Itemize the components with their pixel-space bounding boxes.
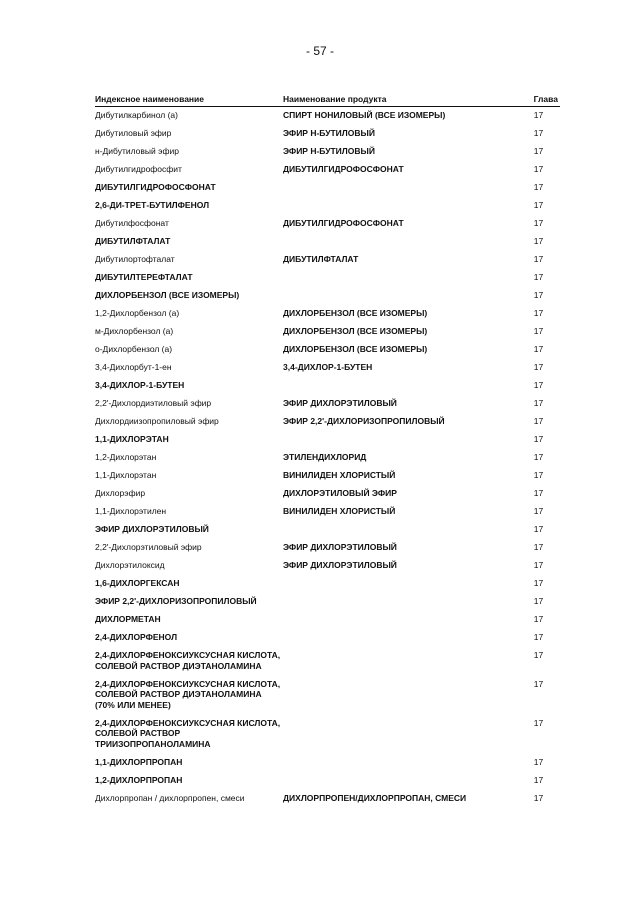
header-index-name: Индексное наименование: [95, 94, 205, 104]
index-name-cell: ДИБУТИЛГИДРОФОСФОНАТ: [95, 182, 216, 192]
index-name-cell: 2,2'-Дихлордиэтиловый эфир: [95, 398, 212, 408]
table-row: [95, 233, 560, 251]
index-name-cell: 2,2'-Дихлорэтиловый эфир: [95, 542, 202, 552]
chapter-cell: 17: [533, 254, 544, 264]
index-name-cell: ЭФИР ДИХЛОРЭТИЛОВЫЙ: [95, 524, 209, 534]
product-name-cell: [283, 614, 513, 625]
index-name-cell: Дихлорэтилоксид: [95, 560, 165, 570]
index-name-cell: 2,4-ДИХЛОРФЕНОКСИУКСУСНАЯ КИСЛОТА, СОЛЕВОЙ РАСТВОР ДИЭТАНОЛАМИНА (70% ИЛИ МЕНЕЕ): [95, 678, 281, 710]
index-name-cell: 1,1-ДИХЛОРПРОПАН: [95, 756, 183, 767]
chapter-cell: 17: [533, 182, 544, 192]
chapter-cell: 17: [533, 578, 544, 588]
chapter-cell: 17: [533, 650, 544, 660]
table-row: [95, 215, 560, 233]
table-row: [95, 647, 560, 676]
chapter-cell: 17: [533, 792, 544, 803]
product-name-cell: [283, 632, 513, 643]
table-row: [95, 557, 560, 575]
header-chapter: Глава: [533, 94, 558, 104]
table-row: [95, 772, 560, 790]
chapter-cell: 17: [533, 614, 544, 624]
table-row: [95, 431, 560, 449]
chapter-cell: 17: [533, 774, 544, 785]
index-name-cell: 2,4-ДИХЛОРФЕНОКСИУКСУСНАЯ КИСЛОТА, СОЛЕВОЙ РАСТВОР ДИЭТАНОЛАМИНА: [95, 650, 281, 671]
table-row: [95, 715, 560, 754]
table-row: [95, 629, 560, 647]
product-name-cell: СПИРТ НОНИЛОВЫЙ (ВСЕ ИЗОМЕРЫ): [283, 110, 446, 120]
table-row: [95, 503, 560, 521]
chapter-cell: 17: [533, 542, 544, 552]
table-row: [95, 323, 560, 341]
chapter-cell: 17: [533, 326, 544, 336]
chapter-cell: 17: [533, 756, 544, 767]
product-name-cell: ЭФИР ДИХЛОРЭТИЛОВЫЙ: [283, 398, 397, 408]
table-row: [95, 305, 560, 323]
table-row: [95, 593, 560, 611]
product-name-cell: [283, 679, 513, 711]
chapter-cell: 17: [533, 398, 544, 408]
table-row: [95, 197, 560, 215]
product-name-cell: ЭФИР ДИХЛОРЭТИЛОВЫЙ: [283, 542, 397, 552]
chapter-cell: 17: [533, 632, 544, 642]
chapter-cell: 17: [533, 470, 544, 480]
index-name-cell: 1,1-Дихлорэтан: [95, 470, 157, 480]
product-name-cell: ЭФИР Н-БУТИЛОВЫЙ: [283, 128, 375, 138]
table-row: [95, 539, 560, 557]
index-name-cell: ДИБУТИЛТЕРЕФТАЛАТ: [95, 272, 193, 282]
product-name-cell: [283, 578, 513, 589]
index-name-cell: 2,4-ДИХЛОРФЕНОКСИУКСУСНАЯ КИСЛОТА, СОЛЕВОЙ РАСТВОР ТРИИЗОПРОПАНОЛАМИНА: [95, 717, 281, 749]
index-name-cell: 1,6-ДИХЛОРГЕКСАН: [95, 578, 180, 588]
index-name-cell: 1,2-Дихлорбензол (а): [95, 308, 180, 318]
index-name-cell: 2,6-ДИ-ТРЕТ-БУТИЛФЕНОЛ: [95, 200, 210, 210]
table-row: [95, 467, 560, 485]
table-row: [95, 287, 560, 305]
product-name-cell: [283, 200, 513, 211]
table-row: [95, 790, 560, 808]
product-name-cell: 3,4-ДИХЛОР-1-БУТЕН: [283, 362, 373, 372]
index-name-cell: 3,4-ДИХЛОР-1-БУТЕН: [95, 380, 185, 390]
product-name-cell: [283, 757, 513, 768]
index-name-cell: ЭФИР 2,2'-ДИХЛОРИЗОПРОПИЛОВЫЙ: [95, 596, 257, 606]
header-product-name: Наименование продукта: [283, 94, 387, 104]
table-row: [95, 359, 560, 377]
table-row: [95, 449, 560, 467]
index-name-cell: Дибутилкарбинол (а): [95, 110, 178, 120]
table-body: [95, 107, 560, 808]
index-name-cell: н-Дибутиловый эфир: [95, 146, 179, 156]
index-name-cell: Дибутилортофталат: [95, 254, 175, 264]
product-name-cell: ЭФИР ДИХЛОРЭТИЛОВЫЙ: [283, 560, 397, 570]
index-name-cell: м-Дихлорбензол (а): [95, 326, 174, 336]
product-name-cell: ДИБУТИЛГИДРОФОСФОНАТ: [283, 164, 404, 174]
product-name-cell: ДИБУТИЛФТАЛАТ: [283, 254, 359, 264]
product-name-cell: [283, 650, 513, 671]
index-name-cell: 1,2-ДИХЛОРПРОПАН: [95, 774, 183, 785]
product-name-cell: ЭФИР Н-БУТИЛОВЫЙ: [283, 146, 375, 156]
product-name-cell: ДИБУТИЛГИДРОФОСФОНАТ: [283, 218, 404, 228]
product-name-cell: ЭФИР 2,2'-ДИХЛОРИЗОПРОПИЛОВЫЙ: [283, 416, 445, 426]
chapter-cell: 17: [533, 272, 544, 282]
product-name-cell: [283, 236, 513, 247]
table-row: [95, 676, 560, 715]
product-name-cell: [283, 380, 513, 391]
product-name-cell: [283, 434, 513, 445]
index-name-cell: о-Дихлорбензол (а): [95, 344, 173, 354]
chapter-cell: 17: [533, 362, 544, 372]
chapter-cell: 17: [533, 678, 544, 689]
table-row: [95, 575, 560, 593]
product-name-cell: ВИНИЛИДЕН ХЛОРИСТЫЙ: [283, 506, 396, 516]
table-row: [95, 107, 560, 125]
table-row: [95, 143, 560, 161]
table-row: [95, 485, 560, 503]
index-name-cell: Дибутиловый эфир: [95, 128, 172, 138]
index-name-cell: 1,1-ДИХЛОРЭТАН: [95, 434, 169, 444]
product-name-cell: ДИХЛОРПРОПЕН/ДИХЛОРПРОПАН, СМЕСИ: [283, 792, 467, 803]
index-name-cell: 2,4-ДИХЛОРФЕНОЛ: [95, 632, 178, 642]
chapter-cell: 17: [533, 218, 544, 228]
chapter-cell: 17: [533, 452, 544, 462]
index-name-cell: Дибутилгидрофосфит: [95, 164, 182, 174]
index-name-cell: 1,2-Дихлорэтан: [95, 452, 157, 462]
index-name-cell: Дихлордиизопропиловый эфир: [95, 416, 219, 426]
chapter-cell: 17: [533, 506, 544, 516]
product-name-cell: ДИХЛОРБЕНЗОЛ (ВСЕ ИЗОМЕРЫ): [283, 308, 428, 318]
product-name-cell: [283, 596, 513, 607]
table-row: [95, 395, 560, 413]
index-name-cell: 3,4-Дихлорбут-1-ен: [95, 362, 172, 372]
chapter-cell: 17: [533, 488, 544, 498]
chapter-cell: 17: [533, 164, 544, 174]
table-row: [95, 521, 560, 539]
table-row: [95, 754, 560, 772]
product-name-cell: [283, 524, 513, 535]
chapter-cell: 17: [533, 344, 544, 354]
chapter-cell: 17: [533, 717, 544, 728]
product-name-cell: ДИХЛОРЭТИЛОВЫЙ ЭФИР: [283, 488, 397, 498]
index-name-cell: 1,1-Дихлорэтилен: [95, 506, 167, 516]
table-header: [95, 93, 560, 107]
chapter-cell: 17: [533, 560, 544, 570]
table-row: [95, 413, 560, 431]
chapter-cell: 17: [533, 128, 544, 138]
chapter-cell: 17: [533, 596, 544, 606]
index-name-cell: ДИХЛОРМЕТАН: [95, 614, 161, 624]
chapter-cell: 17: [533, 308, 544, 318]
table-row: [95, 341, 560, 359]
index-name-cell: Дибутилфосфонат: [95, 218, 169, 228]
product-name-cell: ДИХЛОРБЕНЗОЛ (ВСЕ ИЗОМЕРЫ): [283, 326, 428, 336]
index-name-cell: ДИХЛОРБЕНЗОЛ (ВСЕ ИЗОМЕРЫ): [95, 290, 240, 300]
product-name-cell: [283, 775, 513, 786]
product-name-cell: [283, 272, 513, 283]
chapter-cell: 17: [533, 200, 544, 210]
table-row: [95, 179, 560, 197]
table-row: [95, 611, 560, 629]
chapter-cell: 17: [533, 110, 544, 120]
page-number: - 57 -: [305, 44, 334, 58]
index-table: [95, 93, 560, 808]
product-name-cell: ЭТИЛЕНДИХЛОРИД: [283, 452, 367, 462]
product-name-cell: [283, 290, 513, 301]
chapter-cell: 17: [533, 524, 544, 534]
product-name-cell: [283, 182, 513, 193]
chapter-cell: 17: [533, 290, 544, 300]
table-row: [95, 269, 560, 287]
chapter-cell: 17: [533, 146, 544, 156]
index-name-cell: ДИБУТИЛФТАЛАТ: [95, 236, 171, 246]
product-name-cell: [283, 718, 513, 750]
product-name-cell: ВИНИЛИДЕН ХЛОРИСТЫЙ: [283, 470, 396, 480]
chapter-cell: 17: [533, 380, 544, 390]
chapter-cell: 17: [533, 434, 544, 444]
chapter-cell: 17: [533, 236, 544, 246]
table-row: [95, 251, 560, 269]
index-name-cell: Дихлорпропан / дихлорпропен, смеси: [95, 792, 245, 803]
table-row: [95, 125, 560, 143]
table-row: [95, 161, 560, 179]
index-name-cell: Дихлорэфир: [95, 488, 146, 498]
chapter-cell: 17: [533, 416, 544, 426]
product-name-cell: ДИХЛОРБЕНЗОЛ (ВСЕ ИЗОМЕРЫ): [283, 344, 428, 354]
table-row: [95, 377, 560, 395]
